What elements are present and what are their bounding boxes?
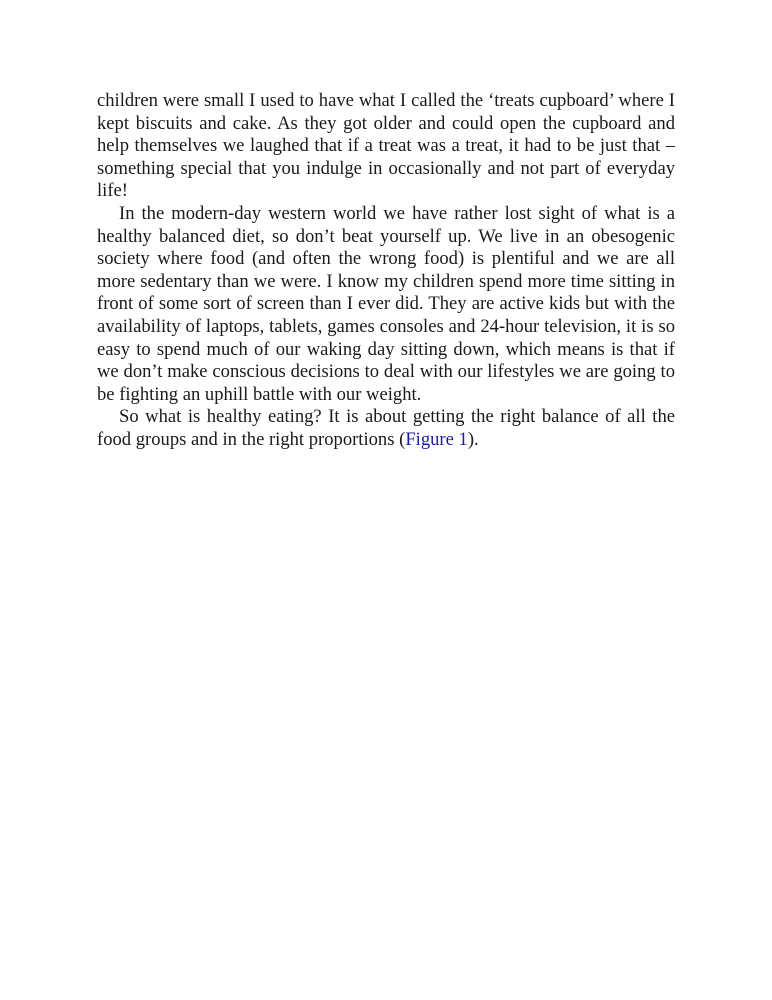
healthy-eating-text-end: ). [467, 428, 479, 450]
paragraph-healthy-eating [97, 406, 675, 451]
healthy-eating-text: So what is healthy eating? It is about getting the right balance of all the food groups and in the right proportions ( [97, 406, 675, 450]
figure-1-link[interactable]: Figure 1 [405, 428, 468, 450]
document-body [97, 90, 675, 452]
paragraph-obesogenic-society: In the modern-day western world we have rather lost sight of what is a healthy balanced diet, so don’t beat yourself up. We live in an obesogenic society where food (and often the wrong food) is plentiful and we are all more sedentary than we were. I know my children spend more time sitting in front of some sort of screen than I ever did. They are active kids but with the availability of laptops, tablets, games consoles and 24-hour television, it is so easy to spend much of our waking day sitting down, which means is that if we don’t make conscious decisions to deal with our lifestyles we are going to be fighting an uphill battle with our weight. [97, 202, 675, 405]
paragraph-treats-cupboard: children were small I used to have what I called the ‘treats cupboard’ where I kept biscuits and cake. As they got older and could open the cupboard and help themselves we laughed that if a treat was a treat, it had to be just that – something special that you indulge in occasionally and not part of everyday life! [97, 90, 675, 202]
